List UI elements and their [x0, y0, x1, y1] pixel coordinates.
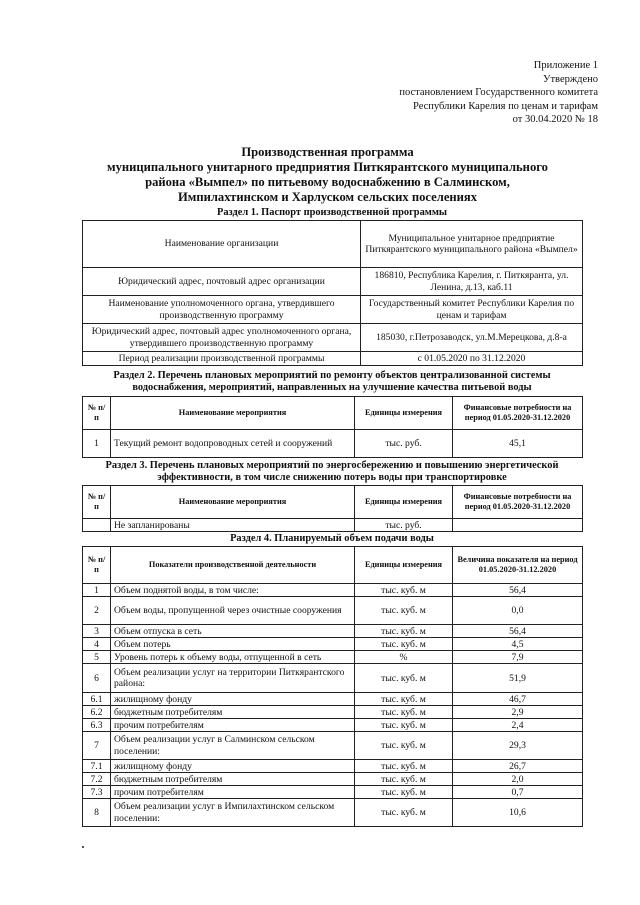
section-3-heading-line-2: эффективности, в том числе снижению потерь воды при транспортировке — [157, 472, 507, 483]
value-cell: 186810, Республика Карелия, г. Питкяранта, ул. Ленина, д.13, каб.11 — [361, 268, 583, 296]
value-cell: Государственный комитет Республики Карелия по ценам и тарифам — [361, 296, 583, 324]
table-row — [83, 584, 583, 597]
value-cell: 185030, г.Петрозаводск, ул.М.Мерецкова, д.8-а — [361, 324, 583, 352]
table-row — [83, 786, 583, 799]
row-num: 2 — [83, 597, 111, 625]
title-line-4: Импилахтинском и Харлуском сельских поселениях — [177, 190, 478, 204]
col-val-header: Величина показателя на период 01.05.2020-31.12.2020 — [453, 547, 583, 584]
table-row — [83, 773, 583, 786]
row-unit: тыс. куб. м — [355, 693, 453, 706]
row-name: Объем реализации услуг на территории Питкярантского района: — [111, 664, 355, 693]
col-unit-header: Единицы измерения — [355, 547, 453, 584]
repair-table — [82, 396, 583, 458]
section-2-heading-line-2: водоснабжения, мероприятий, направленных на улучшение качества питьевой воды — [132, 382, 532, 393]
row-name: Не запланированы — [111, 519, 355, 532]
passport-table — [82, 220, 583, 366]
table-row — [83, 760, 583, 773]
row-name: прочим потребителям — [111, 786, 355, 799]
col-unit-header: Единицы измерения — [355, 397, 453, 430]
row-name: бюджетным потребителям — [111, 706, 355, 719]
row-name: Объем отпуска в сеть — [111, 625, 355, 638]
row-value: 56,4 — [453, 584, 583, 597]
title-line-2: муниципального унитарного предприятия Питкярантского муниципального — [107, 160, 548, 174]
row-num: 6 — [83, 664, 111, 693]
row-num: 6.2 — [83, 706, 111, 719]
row-name: бюджетным потребителям — [111, 773, 355, 786]
row-value: 2,0 — [453, 773, 583, 786]
row-unit: тыс. куб. м — [355, 760, 453, 773]
table-row — [83, 519, 583, 532]
col-unit-header: Единицы измерения — [355, 486, 453, 519]
appendix-label: Приложение 1 — [533, 60, 598, 71]
row-unit: тыс. куб. м — [355, 719, 453, 732]
row-unit: тыс. куб. м — [355, 597, 453, 625]
row-name: Текущий ремонт водопроводных сетей и сооружений — [111, 430, 355, 458]
approval-header — [399, 59, 598, 126]
table-row — [83, 296, 583, 324]
label-cell: Юридический адрес, почтовый адрес уполномоченного органа, утвердившего производственную программу — [83, 324, 361, 352]
table-row — [83, 324, 583, 352]
table-header-row — [83, 486, 583, 519]
row-num: 6.3 — [83, 719, 111, 732]
row-unit: тыс. куб. м — [355, 773, 453, 786]
row-unit: тыс. куб. м — [355, 732, 453, 760]
row-name: Уровень потерь к объему воды, отпущенной в сеть — [111, 651, 355, 664]
row-value: 51,9 — [453, 664, 583, 693]
section-2-heading-line-1: Раздел 2. Перечень плановых мероприятий по ремонту объектов централизованной системы — [113, 370, 551, 381]
row-name: жилищному фонду — [111, 760, 355, 773]
row-value: 4,5 — [453, 638, 583, 651]
row-unit: тыс. куб. м — [355, 584, 453, 597]
row-num: 7.1 — [83, 760, 111, 773]
row-name: Объем воды, пропущенной через очистные сооружения — [111, 597, 355, 625]
row-value: 56,4 — [453, 625, 583, 638]
title-line-1: Производственная программа — [241, 145, 414, 159]
row-name: прочим потребителям — [111, 719, 355, 732]
row-num: 1 — [83, 584, 111, 597]
table-row — [83, 651, 583, 664]
table-header-row — [83, 397, 583, 430]
section-3-heading — [82, 460, 582, 484]
scan-speck — [82, 846, 84, 848]
row-value: 45,1 — [453, 430, 583, 458]
row-value: 0,7 — [453, 786, 583, 799]
row-num: 7 — [83, 732, 111, 760]
section-2-heading — [82, 370, 582, 394]
approval-line-1: постановлением Государственного комитета — [399, 87, 598, 99]
row-num: 4 — [83, 638, 111, 651]
label-cell: Период реализации производственной программы — [83, 352, 361, 366]
row-name: Объем поднятой воды, в том числе: — [111, 584, 355, 597]
section-4-heading: Раздел 4. Планируемый объем подачи воды — [230, 533, 434, 544]
col-name-header: Наименование мероприятия — [111, 397, 355, 430]
col-num-header: № п/п — [83, 486, 111, 519]
row-value: 29,3 — [453, 732, 583, 760]
row-num: 6.1 — [83, 693, 111, 706]
row-num: 3 — [83, 625, 111, 638]
col-fin-header: Финансовые потребности на период 01.05.2020-31.12.2020 — [453, 486, 583, 519]
section-1-heading: Раздел 1. Паспорт производственной программы — [216, 207, 448, 218]
row-unit: тыс. куб. м — [355, 638, 453, 651]
row-value: 46,7 — [453, 693, 583, 706]
table-row — [83, 719, 583, 732]
section-3-heading-line-1: Раздел 3. Перечень плановых мероприятий по энергосбережению и повышению энергетической — [105, 460, 559, 471]
col-num-header: № п/п — [83, 397, 111, 430]
energy-table — [82, 485, 583, 532]
row-unit: тыс. куб. м — [355, 786, 453, 799]
table-row — [83, 664, 583, 693]
row-name: Объем реализации услуг в Импилахтинском сельском поселении: — [111, 799, 355, 827]
row-value: 10,6 — [453, 799, 583, 827]
table-row — [83, 638, 583, 651]
table-row — [83, 597, 583, 625]
value-cell: с 01.05.2020 по 31.12.2020 — [361, 352, 583, 366]
row-unit: тыс. руб. — [355, 519, 453, 532]
row-unit: тыс. куб. м — [355, 799, 453, 827]
approval-line-3: от 30.04.2020 № 18 — [512, 113, 598, 125]
approved-label: Утверждено — [543, 74, 598, 86]
row-unit: % — [355, 651, 453, 664]
value-cell: Муниципальное унитарное предприятие Питкярантского муниципального района «Вымпел» — [361, 221, 583, 268]
document-title — [70, 145, 585, 205]
row-value: 0,0 — [453, 597, 583, 625]
table-row — [83, 221, 583, 268]
table-row — [83, 732, 583, 760]
row-unit: тыс. куб. м — [355, 664, 453, 693]
water-supply-table — [82, 546, 583, 827]
approval-line-2: Республики Карелия по ценам и тарифам — [413, 100, 598, 112]
col-num-header: № п/п — [83, 547, 111, 584]
row-name: Объем потерь — [111, 638, 355, 651]
row-value: 7,9 — [453, 651, 583, 664]
table-header-row — [83, 547, 583, 584]
table-row — [83, 693, 583, 706]
table-row — [83, 430, 583, 458]
row-num: 5 — [83, 651, 111, 664]
row-name: жилищному фонду — [111, 693, 355, 706]
row-num: 1 — [83, 430, 111, 458]
row-num — [83, 519, 111, 532]
label-cell: Наименование организации — [83, 221, 361, 268]
row-name: Объем реализации услуг в Салминском сельском поселении: — [111, 732, 355, 760]
table-row — [83, 799, 583, 827]
row-unit: тыс. куб. м — [355, 706, 453, 719]
row-num: 7.3 — [83, 786, 111, 799]
label-cell: Юридический адрес, почтовый адрес организации — [83, 268, 361, 296]
row-num: 8 — [83, 799, 111, 827]
table-row — [83, 268, 583, 296]
row-unit: тыс. куб. м — [355, 625, 453, 638]
row-value: 26,7 — [453, 760, 583, 773]
row-value: 2,9 — [453, 706, 583, 719]
col-fin-header: Финансовые потребности на период 01.05.2020-31.12.2020 — [453, 397, 583, 430]
table-row — [83, 706, 583, 719]
table-row — [83, 625, 583, 638]
col-name-header: Наименование мероприятия — [111, 486, 355, 519]
table-row — [83, 352, 583, 366]
title-line-3: района «Вымпел» по питьевому водоснабжению в Салминском, — [145, 175, 510, 189]
row-value: 2,4 — [453, 719, 583, 732]
col-name-header: Показатели производственной деятельности — [111, 547, 355, 584]
row-value — [453, 519, 583, 532]
row-unit: тыс. руб. — [355, 430, 453, 458]
row-num: 7.2 — [83, 773, 111, 786]
label-cell: Наименование уполномоченного органа, утвердившего производственную программу — [83, 296, 361, 324]
